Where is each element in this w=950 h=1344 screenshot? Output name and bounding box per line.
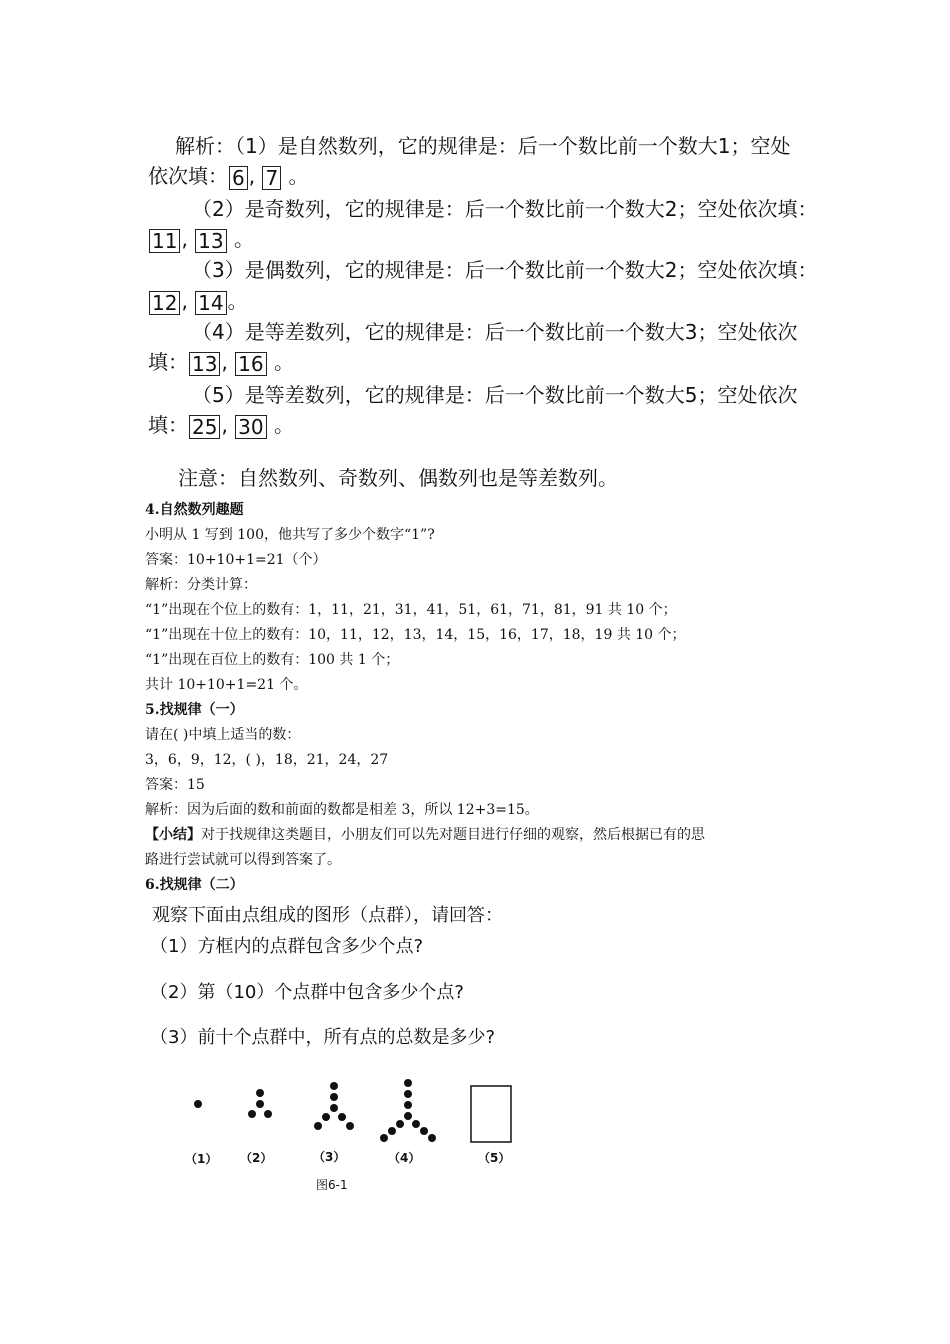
fill-label: 填： [148,413,188,437]
empty-frame [471,1086,511,1142]
dot [256,1089,264,1097]
dot [404,1112,412,1120]
figure-label-5: （5） [478,1151,511,1165]
analysis-line-3: （2）是奇数列，它的规律是：后一个数比前一个数大2；空处依次填： [192,197,818,221]
dot [412,1120,420,1128]
separator: , [181,289,188,313]
dot [338,1113,346,1121]
dot [194,1100,202,1108]
analysis-line-1: 解析：（1）是自然数列，它的规律是：后一个数比前一个数大1；空处 [175,134,791,158]
dot [380,1134,388,1142]
s5-sequence: 3，6，9，12，( )，18，21，24，27 [145,752,389,768]
summary-text: 对于找规律这类题目，小朋友们可以先对题目进行仔细的观察，然后根据已有的思 [201,827,705,843]
s6-question-1: （1）方框内的点群包含多少个点? [150,936,424,957]
answer-box: 13 [189,352,220,376]
dot-group-3 [314,1082,354,1130]
figure-label-1: （1） [185,1152,218,1166]
answer-box: 6 [229,166,248,190]
answer-box: 16 [235,352,266,376]
dot [404,1101,412,1109]
answer-box: 14 [195,291,226,315]
s4-explanation-3: “1”出现在百位上的数有：100 共 1 个； [145,652,400,668]
separator: , [248,164,256,188]
dot [330,1082,338,1090]
analysis-line-7: （4）是等差数列，它的规律是：后一个数比前一个数大3；空处依次 [192,320,798,344]
answer-box: 11 [149,229,180,253]
s6-question-3: （3）前十个点群中，所有点的总数是多少? [150,1027,496,1048]
dot [420,1127,428,1135]
answer-box: 12 [149,291,180,315]
s4-question: 小明从 1 写到 100，他共写了多少个数字“1”? [145,527,435,543]
dot [404,1090,412,1098]
answer-box: 7 [262,166,281,190]
dot [396,1120,404,1128]
s6-question-2: （2）第（10）个点群中包含多少个点? [150,982,464,1003]
analysis-line-9: （5）是等差数列，它的规律是：后一个数比前一个数大5；空处依次 [192,383,798,407]
period: 。 [233,227,254,251]
separator: , [221,413,228,437]
figure-label-4: （4） [388,1151,421,1165]
s5-summary-2: 路进行尝试就可以得到答案了。 [145,852,341,868]
dot [330,1104,338,1112]
fill-label: 依次填： [148,164,228,188]
analysis-line-5: （3）是偶数列，它的规律是：后一个数比前一个数大2；空处依次填： [192,258,818,282]
section-6-heading: 6.找规律（二） [145,877,244,893]
period: 。 [273,350,294,374]
dot [346,1122,354,1130]
s6-intro: 观察下面由点组成的图形（点群），请回答： [152,905,503,926]
s4-explanation-1: “1”出现在个位上的数有：1，11，21，31，41，51，61，71，81，91 共 10 个； [145,602,677,618]
dot [388,1127,396,1135]
s4-explanation: 解析：分类计算： [145,577,257,593]
dot [314,1122,322,1130]
separator: , [221,350,228,374]
dot [404,1079,412,1087]
separator: , [181,227,188,251]
section-5-heading: 5.找规律（一） [145,702,244,718]
analysis-note: 注意：自然数列、奇数列、偶数列也是等差数列。 [178,466,618,490]
section-4-heading: 4.自然数列趣题 [145,502,244,518]
s4-explanation-2: “1”出现在十位上的数有：10，11，12，13，14，15，16，17，18，19 共 10 个； [145,627,686,643]
period: 。 [227,289,248,313]
answer-box: 25 [189,415,220,439]
fill-label: 填： [148,350,188,374]
dot [248,1110,256,1118]
figure-caption: 图6-1 [316,1178,348,1192]
dot-group-2 [248,1089,272,1118]
s4-total: 共计 10+10+1=21 个。 [145,677,308,693]
dot [428,1134,436,1142]
dot [330,1093,338,1101]
dot [264,1110,272,1118]
figure-label-3: （3） [313,1150,346,1164]
period: 。 [288,164,309,188]
s4-answer: 答案：10+10+1=21（个） [145,552,327,568]
s5-question: 请在( )中填上适当的数： [145,727,301,743]
period: 。 [273,413,294,437]
dot [256,1100,264,1108]
answer-box: 13 [195,229,226,253]
dot [322,1113,330,1121]
dot-group-4 [380,1079,436,1142]
summary-tag: 【小结】 [145,827,201,843]
figure-label-2: （2） [240,1151,273,1165]
s5-explanation: 解析：因为后面的数和前面的数都是相差 3，所以 12+3=15。 [145,802,539,818]
answer-box: 30 [235,415,266,439]
s5-answer: 答案：15 [145,777,205,793]
